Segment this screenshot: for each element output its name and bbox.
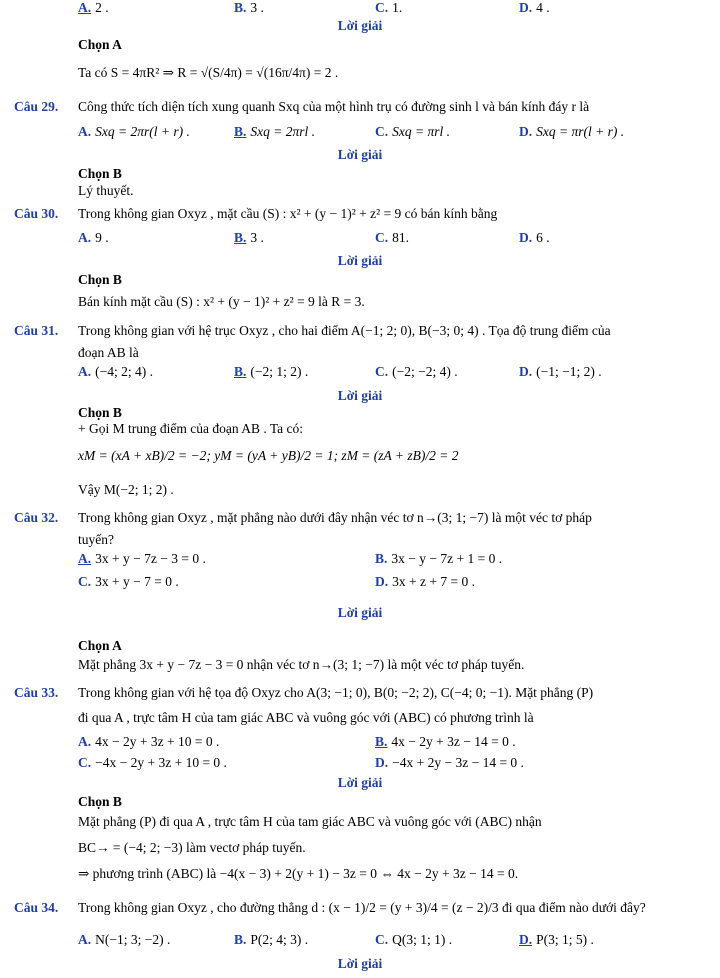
choice-line: Chọn B <box>78 405 122 420</box>
question-text: đoạn AB là <box>78 345 139 360</box>
question-text: Trong không gian với hệ trục Oxyz , cho hai điểm A(−1; 2; 0), B(−3; 0; 4) . Tọa độ trung điểm của <box>78 323 611 338</box>
option-b: B. 3x − y − 7z + 1 = 0 . <box>375 551 503 566</box>
question-number: Câu 30. <box>14 206 59 221</box>
solution-header: Lời giải <box>337 388 383 403</box>
option-b: B. 4x − 2y + 3z − 14 = 0 . <box>375 734 516 749</box>
option-d: D. P(3; 1; 5) . <box>519 932 594 947</box>
question-number: Câu 33. <box>14 685 59 700</box>
option-c: C. 3x + y − 7 = 0 . <box>78 574 179 589</box>
solution-text: Bán kính mặt cầu (S) : x² + (y − 1)² + z² = 9 là R = 3. <box>78 294 365 309</box>
choice-line: Chọn B <box>78 272 122 287</box>
option-b: B. 3 . <box>234 0 264 15</box>
solution-header: Lời giải <box>337 605 383 620</box>
solution-equation: ⇒ phương trình (ABC) là −4(x − 3) + 2(y + 1) − 3z = 0 ⇔ 4x − 2y + 3z − 14 = 0. <box>78 866 519 881</box>
question-text: Trong không gian Oxyz , mặt cầu (S) : x² + (y − 1)² + z² = 9 có bán kính bằng <box>78 206 498 221</box>
solution-text: Mặt phẳng 3x + y − 7z − 3 = 0 nhận véc tơ n→(3; 1; −7) là một véc tơ pháp tuyến. <box>78 657 525 672</box>
option-c: C. (−2; −2; 4) . <box>375 364 458 379</box>
question-text: đi qua A , trực tâm H của tam giác ABC và vuông góc với (ABC) có phương trình là <box>78 710 534 725</box>
option-a: A. N(−1; 3; −2) . <box>78 932 171 947</box>
option-a: A. 3x + y − 7z − 3 = 0 . <box>78 551 206 566</box>
solution-header: Lời giải <box>337 956 383 971</box>
solution-header: Lời giải <box>337 253 383 268</box>
solution-text: + Gọi M trung điểm của đoạn AB . Ta có: <box>78 421 304 436</box>
option-a: A. Sxq = 2πr(l + r) . <box>78 124 190 139</box>
option-d: D. 6 . <box>519 230 550 245</box>
question-number: Câu 31. <box>14 323 59 338</box>
option-a: A. 4x − 2y + 3z + 10 = 0 . <box>78 734 220 749</box>
question-text: Trong không gian với hệ tọa độ Oxyz cho A(3; −1; 0), B(0; −2; 2), C(−4; 0; −1). Mặt phẳng (P) <box>78 685 594 700</box>
solution-text: Lý thuyết. <box>78 183 134 198</box>
question-number: Câu 29. <box>14 99 59 114</box>
option-c: C. 1. <box>375 0 403 15</box>
option-d: D. (−1; −1; 2) . <box>519 364 602 379</box>
choice-line: Chọn B <box>78 166 122 181</box>
option-d: D. 3x + z + 7 = 0 . <box>375 574 475 589</box>
solution-header: Lời giải <box>337 775 383 790</box>
option-d: D. Sxq = πr(l + r) . <box>519 124 625 139</box>
solution-equation: Ta có S = 4πR² ⇒ R = √(S/4π) = √(16π/4π) = 2 . <box>78 65 339 80</box>
option-c: C. Q(3; 1; 1) . <box>375 932 453 947</box>
option-a: A. 9 . <box>78 230 109 245</box>
solution-text: Mặt phẳng (P) đi qua A , trực tâm H của tam giác ABC và vuông góc với (ABC) nhận <box>78 814 542 829</box>
solution-equation: xM = (xA + xB)/2 = −2; yM = (yA + yB)/2 = 1; zM = (zA + zB)/2 = 2 <box>78 448 459 463</box>
solution-header: Lời giải <box>337 18 383 33</box>
option-b: B. Sxq = 2πrl . <box>234 124 316 139</box>
solution-header: Lời giải <box>337 147 383 162</box>
question-number: Câu 32. <box>14 510 59 525</box>
choice-line: Chọn A <box>78 638 122 653</box>
option-c: C. Sxq = πrl . <box>375 124 450 139</box>
choice-line: Chọn A <box>78 37 122 52</box>
question-text: Công thức tích diện tích xung quanh Sxq của một hình trụ có đường sinh l và bán kính đáy r là <box>78 99 590 114</box>
option-d: D. 4 . <box>519 0 550 15</box>
option-a: A. (−4; 2; 4) . <box>78 364 153 379</box>
solution-text: BC→ = (−4; 2; −3) làm vectơ pháp tuyến. <box>78 840 306 855</box>
question-text: Trong không gian Oxyz , cho đường thẳng d : (x − 1)/2 = (y + 3)/4 = (z − 2)/3 đi qua điểm nào dưới đây? <box>78 900 646 915</box>
option-d: D. −4x + 2y − 3z − 14 = 0 . <box>375 755 524 770</box>
option-c: C. 81. <box>375 230 409 245</box>
option-b: B. (−2; 1; 2) . <box>234 364 309 379</box>
option-b: B. P(2; 4; 3) . <box>234 932 309 947</box>
option-c: C. −4x − 2y + 3z + 10 = 0 . <box>78 755 227 770</box>
question-number: Câu 34. <box>14 900 59 915</box>
choice-line: Chọn B <box>78 794 122 809</box>
question-text: Trong không gian Oxyz , mặt phẳng nào dưới đây nhận véc tơ n→(3; 1; −7) là một véc tơ pháp <box>78 510 592 525</box>
option-a: A. 2 . <box>78 0 109 15</box>
question-text: tuyến? <box>78 532 114 547</box>
option-b: B. 3 . <box>234 230 264 245</box>
solution-text: Vậy M(−2; 1; 2) . <box>78 482 174 497</box>
